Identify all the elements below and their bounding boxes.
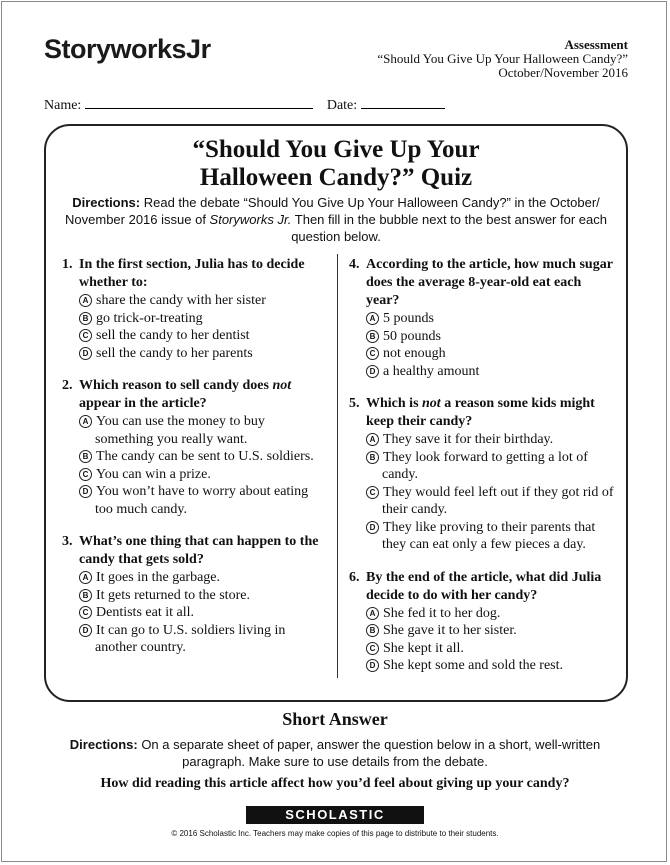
bubble-b-icon[interactable]: B <box>79 589 92 602</box>
question-number: 2. <box>62 378 73 393</box>
answer-option[interactable] <box>349 622 615 640</box>
question-text <box>349 395 615 431</box>
answer-option[interactable] <box>62 310 320 328</box>
sa-directions-label: Directions: <box>69 737 138 752</box>
answer-option[interactable] <box>349 328 615 346</box>
question-body: Which reason to sell candy does <box>79 378 273 393</box>
bubble-a-icon[interactable]: A <box>366 312 379 325</box>
option-text: go trick-or-treating <box>96 310 203 326</box>
answer-option[interactable] <box>62 448 320 466</box>
option-text: They like proving to their parents that they can eat only a few pieces a day. <box>382 519 596 552</box>
bubble-c-icon[interactable]: C <box>79 329 92 342</box>
option-text: They would feel left out if they got rid of their candy. <box>382 484 614 517</box>
option-text: It can go to U.S. soldiers living in another country. <box>95 622 286 655</box>
answer-option[interactable] <box>349 310 615 328</box>
question-1 <box>62 256 320 362</box>
answer-option[interactable] <box>62 345 320 363</box>
quiz-directions <box>62 194 610 245</box>
option-text: It goes in the garbage. <box>96 570 221 585</box>
question-text <box>62 256 320 292</box>
answer-option[interactable] <box>62 569 320 587</box>
answer-option[interactable] <box>62 622 320 657</box>
question-number: 4. <box>349 257 360 272</box>
question-3 <box>62 533 320 657</box>
question-number: 3. <box>62 534 73 549</box>
option-text: She kept it all. <box>383 640 464 656</box>
bubble-d-icon[interactable]: D <box>79 347 92 360</box>
date-field[interactable] <box>361 95 445 109</box>
question-6 <box>349 569 615 675</box>
bubble-d-icon[interactable]: D <box>366 365 379 378</box>
bubble-b-icon[interactable]: B <box>79 312 92 325</box>
bubble-b-icon[interactable]: B <box>79 450 92 463</box>
name-label: Name: <box>44 98 82 113</box>
option-text: She fed it to her dog. <box>383 605 501 621</box>
answer-option[interactable] <box>349 605 615 623</box>
option-text: sell the candy to her dentist <box>96 328 250 343</box>
short-answer-question: How did reading this article affect how you’d feel about giving up your candy? <box>100 776 570 791</box>
quiz-title-line2: Halloween Candy?” Quiz <box>199 164 473 191</box>
answer-option[interactable] <box>349 640 615 658</box>
answer-option[interactable] <box>62 292 320 310</box>
storyworks-jr-logo: StoryworksJr <box>44 34 211 64</box>
question-body: What’s one thing that can happen to the candy that gets sold? <box>79 534 319 567</box>
bubble-b-icon[interactable]: B <box>366 330 379 343</box>
option-text: You can use the money to buy something you really want. <box>95 414 265 447</box>
question-emphasis: not <box>272 378 292 393</box>
bubble-c-icon[interactable]: C <box>366 642 379 655</box>
question-text <box>349 569 615 605</box>
scholastic-logo: SCHOLASTIC <box>246 806 424 824</box>
quiz-title-line1: “Should You Give Up Your <box>192 136 480 163</box>
bubble-a-icon[interactable]: A <box>366 433 379 446</box>
option-text: a healthy amount <box>383 363 480 379</box>
bubble-a-icon[interactable]: A <box>79 294 92 307</box>
bubble-c-icon[interactable]: C <box>79 606 92 619</box>
quiz-box <box>44 124 628 702</box>
answer-option[interactable] <box>62 327 320 345</box>
short-answer-title: Short Answer <box>282 709 388 729</box>
option-text: You won’t have to worry about eating too much candy. <box>95 484 309 517</box>
option-text: They look forward to getting a lot of candy. <box>382 449 588 482</box>
bubble-d-icon[interactable]: D <box>366 659 379 672</box>
bubble-a-icon[interactable]: A <box>366 607 379 620</box>
name-date-line <box>44 95 445 114</box>
question-body-end: appear in the article? <box>79 396 207 411</box>
bubble-d-icon[interactable]: D <box>79 624 92 637</box>
bubble-b-icon[interactable]: B <box>366 624 379 637</box>
question-number: 1. <box>62 257 73 272</box>
bubble-d-icon[interactable]: D <box>366 521 379 534</box>
questions-left-column <box>62 256 320 672</box>
bubble-b-icon[interactable]: B <box>366 451 379 464</box>
option-text: The candy can be sent to U.S. soldiers. <box>96 449 314 464</box>
question-body-end: a reason some kids might keep their candy? <box>366 396 595 429</box>
question-body: In the first section, Julia has to decide whether to: <box>79 257 305 290</box>
question-body: Which is <box>366 396 423 411</box>
question-body: By the end of the article, what did Julia decide to do with her candy? <box>366 569 602 603</box>
question-2 <box>62 377 320 518</box>
option-text: It gets returned to the store. <box>96 587 250 603</box>
question-emphasis: not <box>422 396 441 411</box>
option-text: 50 pounds <box>383 328 441 344</box>
option-text: You can win a prize. <box>96 466 211 482</box>
answer-option[interactable] <box>349 449 615 484</box>
header-info <box>377 38 628 80</box>
option-text: Dentists eat it all. <box>96 605 194 620</box>
question-text <box>62 377 320 413</box>
option-text: She kept some and sold the rest. <box>383 658 564 673</box>
option-text: not enough <box>383 346 446 361</box>
answer-option[interactable] <box>62 587 320 605</box>
answer-option[interactable] <box>349 345 615 363</box>
quiz-title <box>46 136 626 192</box>
questions-right-column <box>349 256 615 690</box>
bubble-a-icon[interactable]: A <box>79 571 92 584</box>
answer-option[interactable] <box>349 519 615 554</box>
answer-option[interactable] <box>62 483 320 518</box>
sa-directions-text: On a separate sheet of paper, answer the question below in a short, well-written paragraph. Make sure to use details from the debate. <box>137 737 601 769</box>
bubble-c-icon[interactable]: C <box>366 486 379 499</box>
directions-text-a: Read the debate “Should You Give Up Your Halloween Candy?” in the October/ November 2016 issue of <box>65 195 600 227</box>
directions-label: Directions: <box>72 195 141 210</box>
option-text: She gave it to her sister. <box>383 623 517 638</box>
answer-option[interactable] <box>62 604 320 622</box>
question-text <box>62 533 320 569</box>
question-number: 5. <box>349 396 360 411</box>
question-5 <box>349 395 615 554</box>
answer-option[interactable] <box>349 363 615 381</box>
copyright-notice: © 2016 Scholastic Inc. Teachers may make copies of this page to distribute to their students. <box>171 829 499 838</box>
column-divider <box>337 254 338 678</box>
bubble-a-icon[interactable]: A <box>79 415 92 428</box>
option-text: share the candy with her sister <box>96 293 266 308</box>
name-field[interactable] <box>85 95 313 109</box>
header-subtitle: “Should You Give Up Your Halloween Candy?” <box>377 51 628 66</box>
answer-option[interactable] <box>62 413 320 448</box>
answer-option[interactable] <box>62 466 320 484</box>
bubble-d-icon[interactable]: D <box>79 485 92 498</box>
assessment-label: Assessment <box>564 37 628 52</box>
answer-option[interactable] <box>349 484 615 519</box>
option-text: sell the candy to her parents <box>96 345 253 361</box>
answer-option[interactable] <box>349 657 615 675</box>
bubble-c-icon[interactable]: C <box>79 468 92 481</box>
date-label: Date: <box>326 98 358 113</box>
directions-magazine: Storyworks Jr. <box>209 212 292 227</box>
bubble-c-icon[interactable]: C <box>366 347 379 360</box>
directions-text-b: Then fill in the bubble next to the best answer for each question below. <box>291 212 607 244</box>
header-date: October/November 2016 <box>498 65 628 80</box>
option-text: 5 pounds <box>383 311 434 326</box>
short-answer-directions <box>60 736 610 770</box>
question-number: 6. <box>349 569 360 585</box>
question-text <box>349 256 615 310</box>
question-body: According to the article, how much sugar does the average 8-year-old eat each year? <box>366 257 613 308</box>
answer-option[interactable] <box>349 431 615 449</box>
option-text: They save it for their birthday. <box>383 432 554 447</box>
question-4 <box>349 256 615 380</box>
